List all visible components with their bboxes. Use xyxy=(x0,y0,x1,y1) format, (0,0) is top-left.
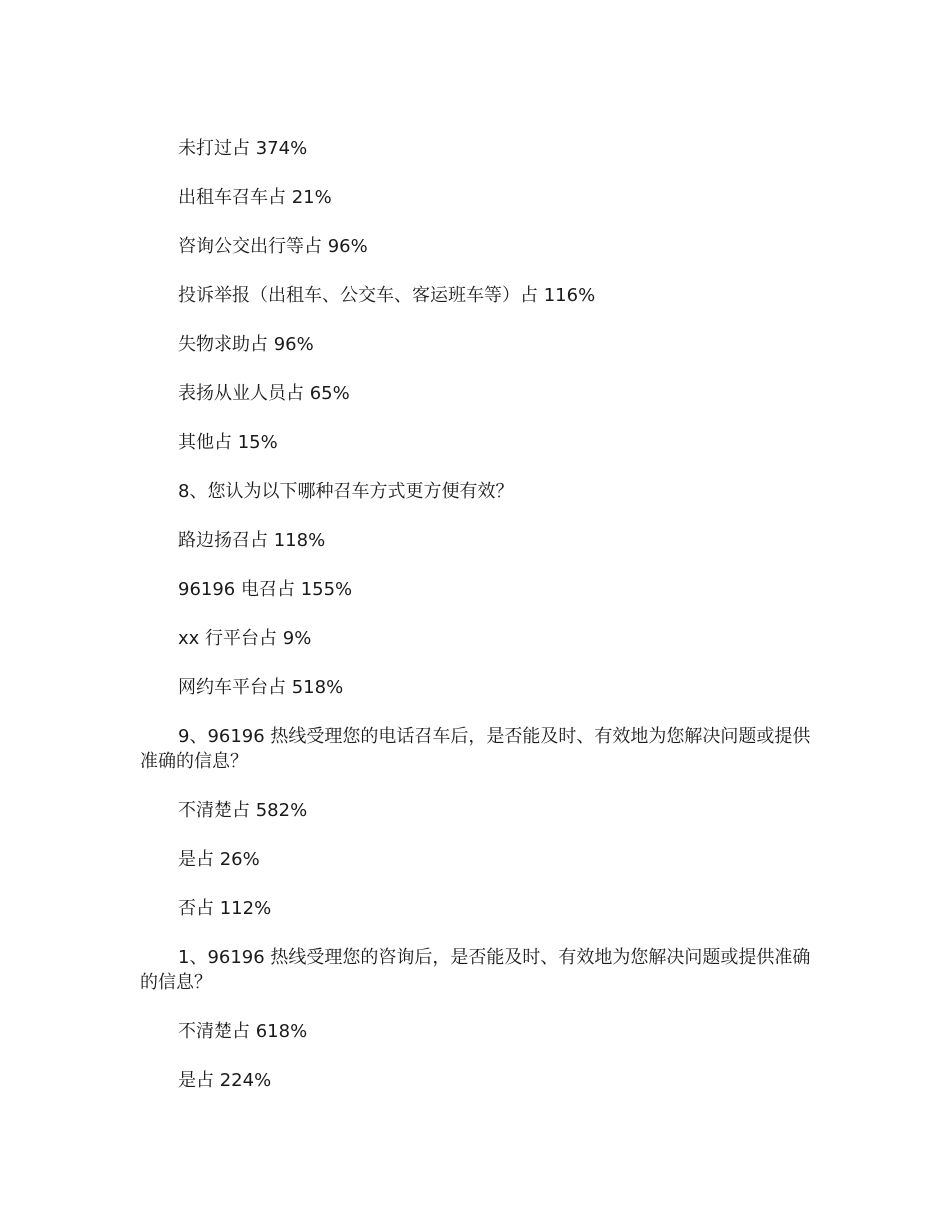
paragraph-xx-platform: xx 行平台占 9% xyxy=(178,628,312,649)
paragraph-q9-unclear: 不清楚占 582% xyxy=(178,800,308,821)
paragraph-taxi-call: 出租车召车占 21% xyxy=(178,187,332,208)
paragraph-q1-unclear: 不清楚占 618% xyxy=(178,1021,308,1042)
paragraph-ride-hailing: 网约车平台占 518% xyxy=(178,677,344,698)
document-body xyxy=(140,136,812,1093)
paragraph-praise-staff: 表扬从业人员占 65% xyxy=(178,383,350,404)
paragraph-other: 其他占 15% xyxy=(178,432,278,453)
paragraph-not-called: 未打过占 374% xyxy=(178,138,308,159)
question-8: 8、您认为以下哪种召车方式更方便有效？ xyxy=(178,481,514,502)
paragraph-q9-yes: 是占 26% xyxy=(178,849,260,870)
paragraph-96196-call: 96196 电召占 155% xyxy=(178,579,353,600)
paragraph-q1-yes: 是占 224% xyxy=(178,1070,272,1091)
paragraph-lost-item: 失物求助占 96% xyxy=(178,334,314,355)
paragraph-bus-inquiry: 咨询公交出行等占 96% xyxy=(178,236,368,257)
question-1: 1、96196 热线受理您的咨询后，是否能及时、有效地为您解决问题或提供准确的信息？ xyxy=(140,947,811,993)
paragraph-complaint: 投诉举报（出租车、公交车、客运班车等）占 116% xyxy=(178,285,596,306)
paragraph-street-hail: 路边扬召占 118% xyxy=(178,530,326,551)
paragraph-q9-no: 否占 112% xyxy=(178,898,272,919)
question-9: 9、96196 热线受理您的电话召车后，是否能及时、有效地为您解决问题或提供准确的信息？ xyxy=(140,726,811,772)
